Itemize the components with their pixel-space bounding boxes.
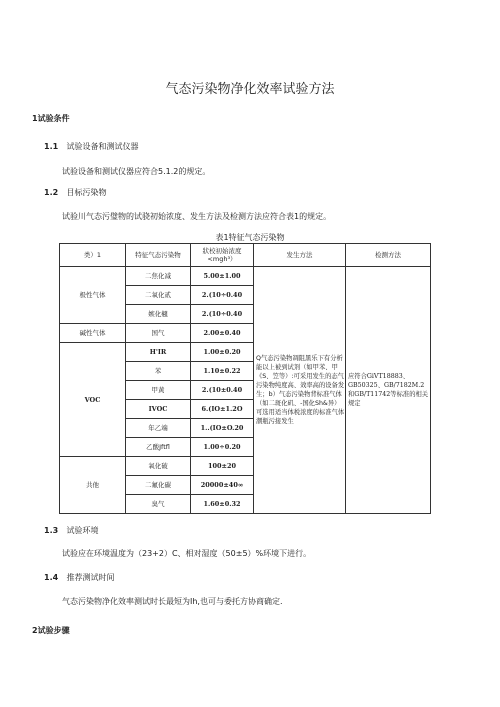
section-1-2-heading xyxy=(44,187,107,198)
concentration-cell: 2.(10±0.40 xyxy=(191,381,254,400)
section-1-2-text: 试验川气态污璧物的试骁初始浓度、发生方法及检测方法应符合表1的规定。 xyxy=(62,212,332,221)
section-title: 推荐测试时间 xyxy=(66,573,115,582)
substance-cell: 苯 xyxy=(126,362,191,381)
table-caption: 表1特征气态污染物 xyxy=(215,233,285,242)
table-header-row xyxy=(60,244,431,267)
category-cell: 极性气体 xyxy=(60,267,126,324)
header-detection-method: 检测方法 xyxy=(346,244,431,267)
concentration-cell: 2.(10÷0.40 xyxy=(191,286,254,305)
table-row xyxy=(60,267,431,286)
concentration-cell: 2.(10÷0.40 xyxy=(191,305,254,324)
substance-cell: H'IR xyxy=(126,343,191,362)
substance-cell: 臭气 xyxy=(126,495,191,514)
concentration-cell: 1..(IO±O.20 xyxy=(191,419,254,438)
concentration-cell: 1.00±0.20 xyxy=(191,343,254,362)
section-number: 1.1 xyxy=(44,142,59,151)
section-1-4-text: 气态污染物净化效率测试时长最短为Ih,也可与委托方协商确定. xyxy=(62,597,283,606)
substance-cell: IVOC xyxy=(126,400,191,419)
substance-cell: 国气 xyxy=(126,324,191,343)
concentration-cell: 6.(IO±1.2O xyxy=(191,400,254,419)
concentration-cell: 100±20 xyxy=(191,457,254,476)
concentration-cell: 20000±40∞ xyxy=(191,476,254,495)
substance-cell: 甲黃 xyxy=(126,381,191,400)
header-generation-method: 发生方法 xyxy=(254,244,346,267)
substance-cell: 乙酸Jftfl xyxy=(126,438,191,457)
concentration-cell: 1.00÷0.20 xyxy=(191,438,254,457)
section-title: 试验设备和测试仪器 xyxy=(66,142,139,151)
substance-cell: 嫉化翹 xyxy=(126,305,191,324)
header-concentration: 狀校初始浓度 <mgh³） xyxy=(191,244,254,267)
section-1-heading: 1试验条件 xyxy=(32,114,70,123)
header-category: 类）1 xyxy=(60,244,126,267)
concentration-cell: 1.10±0.22 xyxy=(191,362,254,381)
section-title: 试验环境 xyxy=(66,526,99,535)
page-title: 气态污染物净化效率试验方法 xyxy=(165,82,335,97)
substance-cell: 二氟化碳 xyxy=(126,476,191,495)
section-number: 1.4 xyxy=(44,573,59,582)
section-1-4-heading xyxy=(44,572,115,583)
category-cell: 碱性气体 xyxy=(60,324,126,343)
substance-cell: 氧化破 xyxy=(126,457,191,476)
substance-cell: 二氧化贰 xyxy=(126,286,191,305)
concentration-cell: 5.00±1.00 xyxy=(191,267,254,286)
concentration-cell: 2.00±0.40 xyxy=(191,324,254,343)
detection-method-cell: 应符合GiVT18883、GB50325、GB/7182M.2和GB/T11742等标准的相关规定 xyxy=(346,267,431,514)
section-1-1-heading xyxy=(44,141,139,152)
concentration-cell: 1.60±0.32 xyxy=(191,495,254,514)
header-substance: 特征气态污染物 xyxy=(126,244,191,267)
section-1-3-text: 试验应在环境温度为（23+2）C、相对湿度（50±5）%环境下进行。 xyxy=(62,549,312,558)
section-1-3-heading xyxy=(44,525,99,536)
pollutant-table xyxy=(59,243,431,514)
section-number: 1.3 xyxy=(44,526,59,535)
section-title: 目标污染物 xyxy=(66,188,107,197)
category-cell: VOC xyxy=(60,343,126,457)
section-2-heading: 2试验步骤 xyxy=(32,626,70,635)
category-cell: 共他 xyxy=(60,457,126,514)
section-number: 1.2 xyxy=(44,188,59,197)
substance-cell: 年乙端 xyxy=(126,419,191,438)
section-1-1-text: 试验设备和测试仪器应符合5.1.2的规定。 xyxy=(62,167,211,176)
substance-cell: 二焦化减 xyxy=(126,267,191,286)
generation-method-cell: Q气态污染物凋阻黑乐下有分析能以上被到试剂（如甲苯、甲《S、笠等）:可采用发生的态气污染物纯度高、效率高的设备发生；b）气态污染物背标准气体（如二斑化矶、-国化Sh&异）可选用适当体税浓度的标准气体潮瓶污接发生 xyxy=(254,267,346,514)
